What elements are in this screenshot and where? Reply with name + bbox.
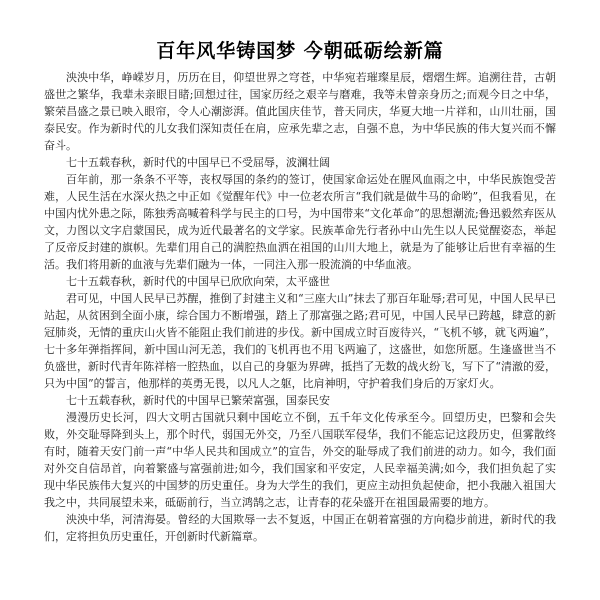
paragraph-section-3: 漫漫历史长河，四大文明古国就只剩中国屹立不倒，五千年文化传承至今。回望历史，巴黎和会失败，外交耻辱降到头上，那个时代，弱国无外交，乃至八国联军侵华，我们不能忘记这段历史，但雾散终有时，随着天安门前一声“中华人民共和国成立”的宣告，外交的耻辱成了我们前进的动力。如今，我们面对外交自信昂首，向着繁盛与富强前进;如今，我们国家和平安定，人民幸福美满;如今，我们担负起了实现中华民族伟大复兴的中国梦的历史重任。身为大学生的我们，更应主动担负起使命，把小我融入祖国大我之中，共同展望未来，砥砺前行，当立鸿鹄之志，让青春的花朵盛开在祖国最需要的地方。 <box>44 411 556 509</box>
section-heading-1: 七十五载春秋，新时代的中国早已不受屈辱，波澜壮阔 <box>66 156 330 169</box>
paragraph-section-1: 百年前，那一条条不平等，丧权辱国的条约的签订，使国家命运处在腥风血雨之中，中华民族饱受苦难，人民生活在水深火热之中正如《觉醒年代》中一位老农所言“我们就是做牛马的命哟”，但我看见，在中国内忧外患之际，陈独秀高喊着科学与民主的口号，为中国带来“文化革命”的思想潮流;鲁迅毅然弃医从文，力图以文字启蒙国民，成为近代最著名的文学家。民族革命先行者孙中山先生以人民觉醒姿态，举起了反帝反封建的旗帜。先辈们用自己的满腔热血洒在祖国的山川大地上，就是为了能够让后世有幸福的生活。我们将用新的血液与先辈们融为一体，一同注入那一股流淌的中华血液。 <box>44 173 556 271</box>
paragraph-intro: 泱泱中华，峥嵘岁月，历历在目，仰望世界之穹苍，中华宛若璀璨星辰，熠熠生辉。追溯往昔，古朝盛世之繁华，我辈未亲眼目睹;回想过往，国家历经之艰辛与磨难，我等未曾亲身历之;而观今日之中华，繁荣昌盛之景已映入眼帘，令人心潮澎湃。值此国庆佳节，普天同庆，华夏大地一片祥和，山川壮丽，国泰民安。作为新时代的儿女我们深知责任在肩，应承先辈之志，自强不息，为中华民族的伟大复兴而不懈奋斗。 <box>44 71 556 152</box>
paragraph-conclusion: 泱泱中华，河清海晏。曾经的大国欺辱一去不复返，中国正在朝着富强的方向稳步前进，新时代的我们，定将担负历史重任，开创新时代新篇章。 <box>44 513 556 543</box>
document-title: 百年风华铸国梦 今朝砥砺绘新篇 <box>156 40 444 62</box>
paragraph-section-2: 君可见，中国人民早已苏醒，推倒了封建主义和“三座大山”抹去了那百年耻辱;君可见，中国人民早已站起，从贫困到全面小康，综合国力不断增强，踏上了那富强之路;君可见，中国人民早已跨越，肆意的新冠肺炎，无情的重庆山火皆不能阻止我们前进的步伐。新中国成立时百废待兴，“飞机不够，就飞两遍”，七十多年弹指挥间，新中国山河无恙，我们的飞机再也不用飞两遍了，这盛世，如您所愿。生逢盛世当不负盛世，新时代青年陈祥榕一腔热血，以自己的身躯为界碑，抵挡了无数的战火纷飞，写下了“清澈的爱，只为中国”的誓言，他那样的英勇无畏，以凡人之躯，比肩神明，守护着我们身后的万家灯火。 <box>44 292 556 390</box>
section-heading-2: 七十五载春秋，新时代的中国早已欣欣向荣，太平盛世 <box>66 275 330 288</box>
document-body <box>44 69 556 545</box>
section-heading-3: 七十五载春秋，新时代的中国早已繁荣富强，国泰民安 <box>66 394 330 407</box>
